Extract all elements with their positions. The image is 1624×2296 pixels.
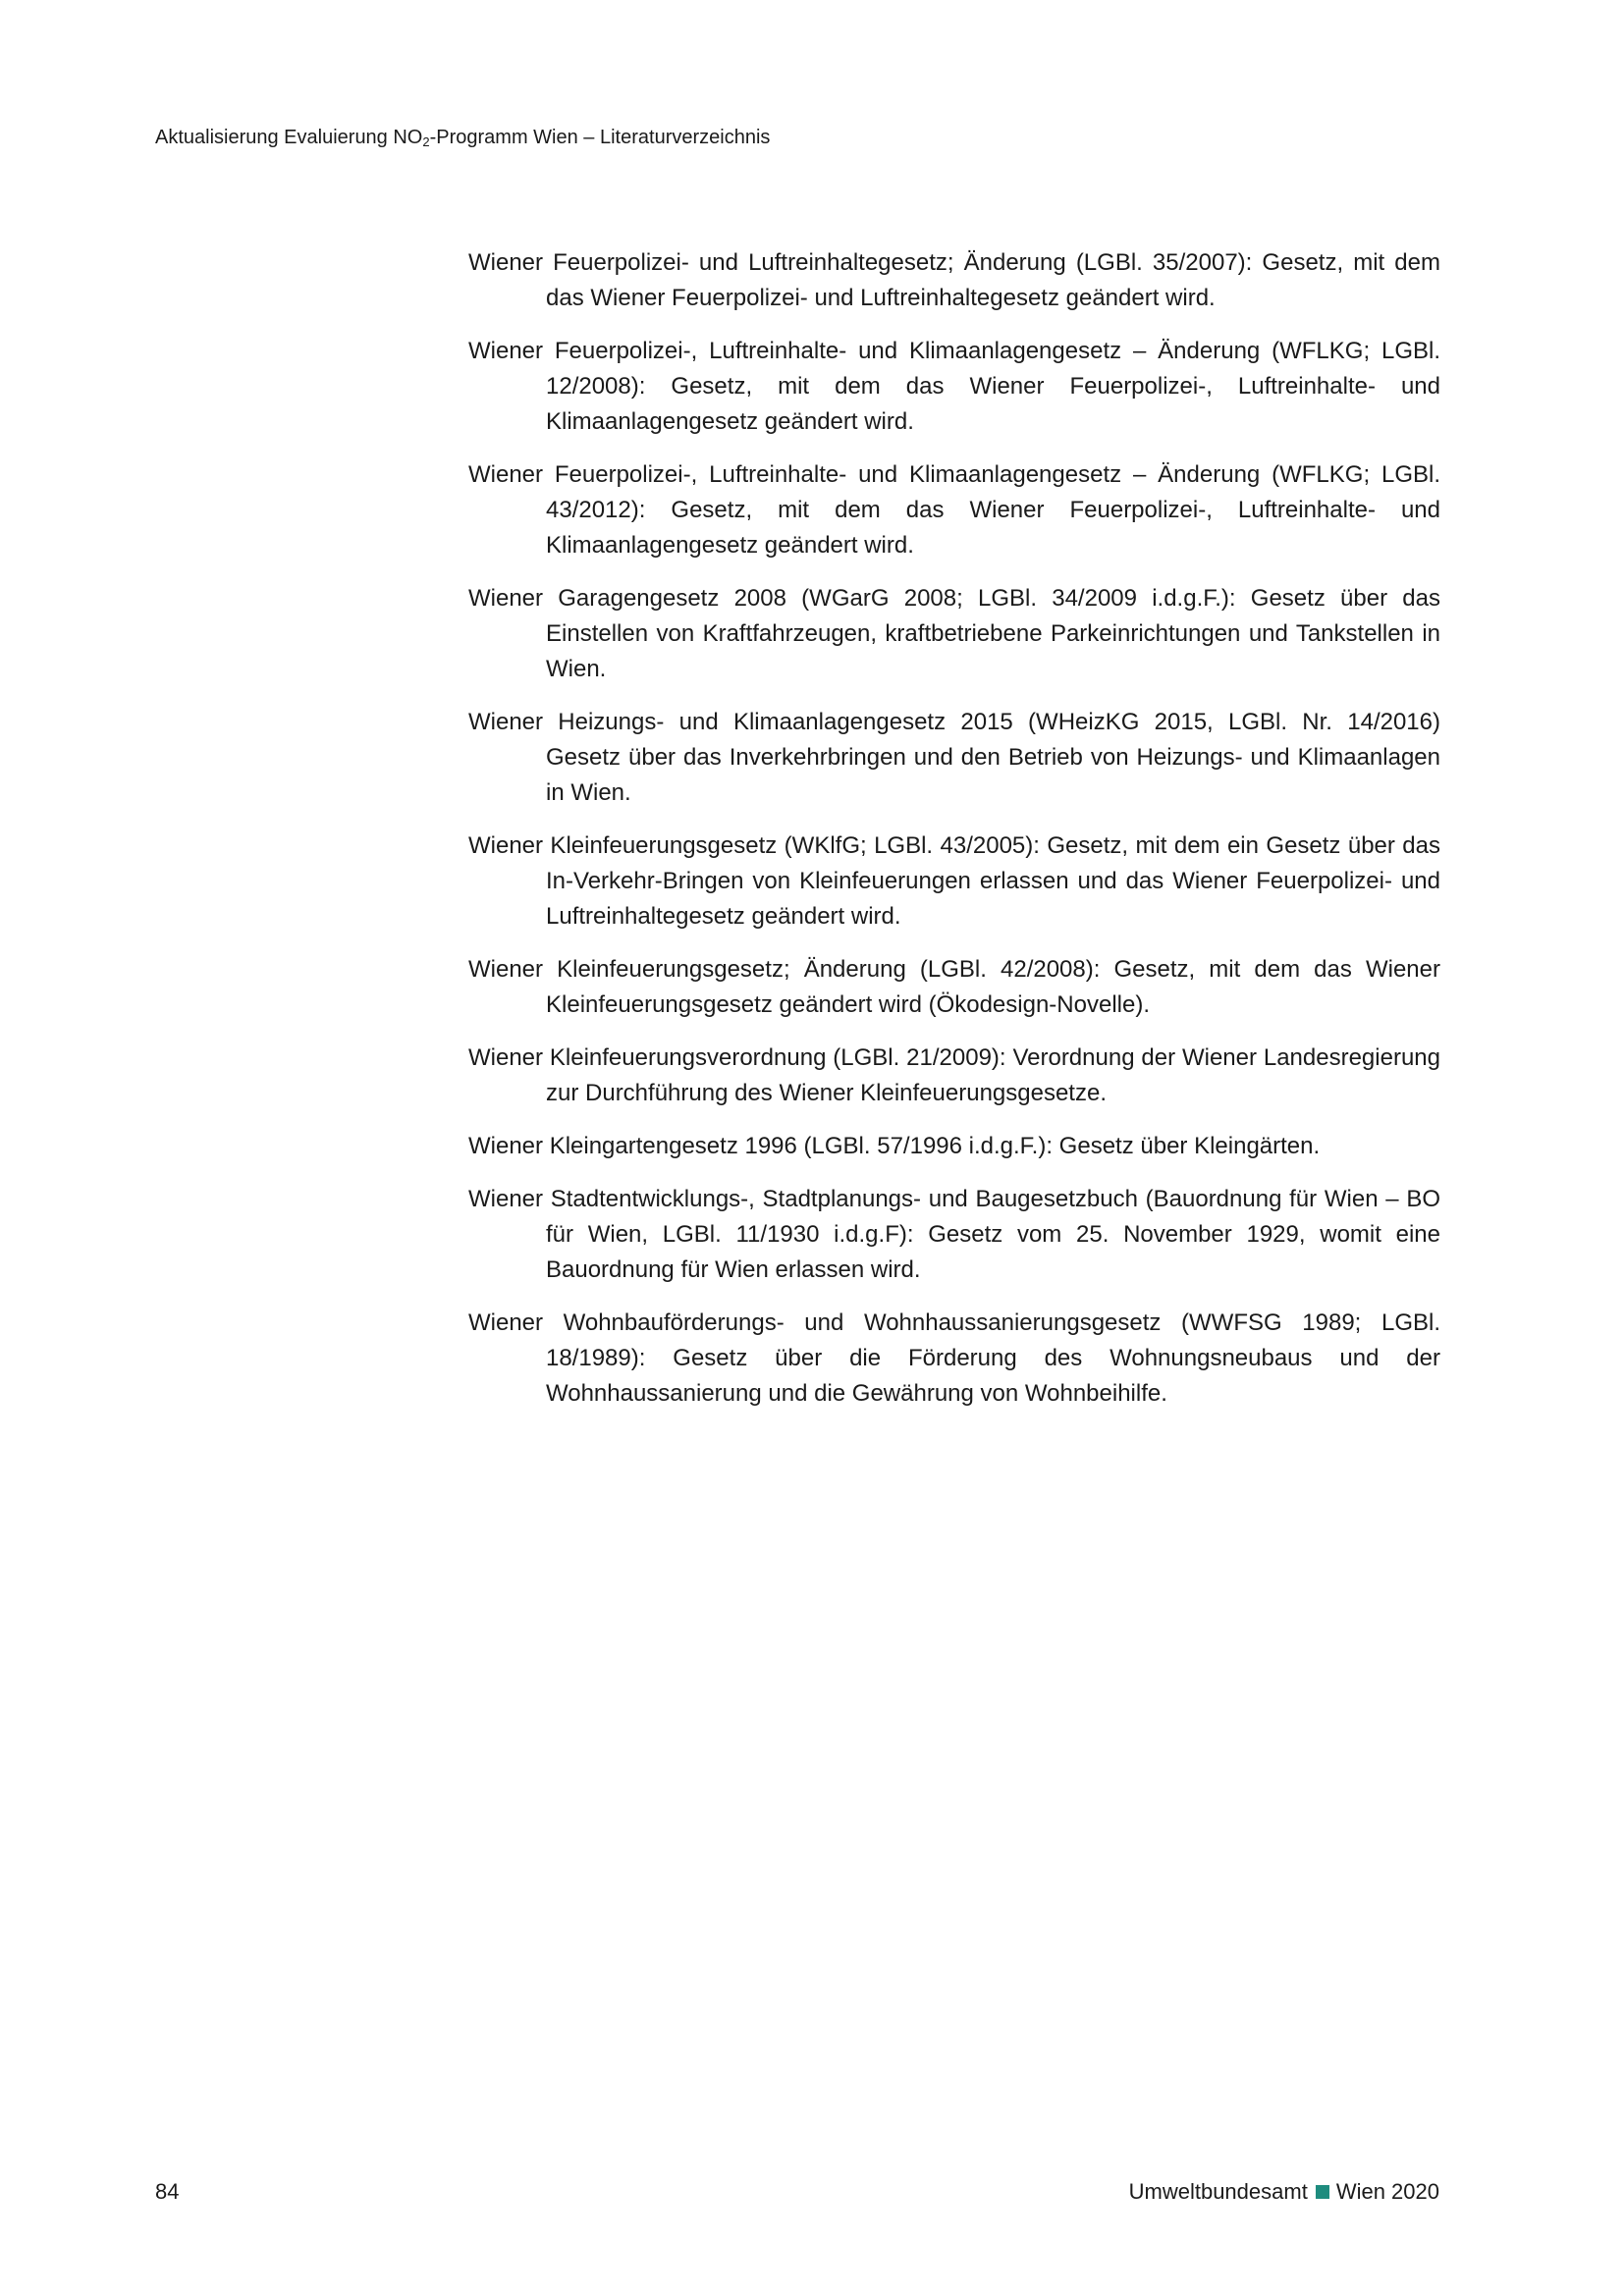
reference-entry: Wiener Garagengesetz 2008 (WGarG 2008; LGBl. 34/2009 i.d.g.F.): Gesetz über das Einstellen von Kraftfahrzeugen, kraftbetriebene Parkeinrichtungen und Tankstellen in Wien. xyxy=(468,585,1440,682)
reference-entry: Wiener Feuerpolizei-, Luftreinhalte- und Klimaanlagengesetz – Änderung (WFLKG; LGBl. 43/2012): Gesetz, mit dem das Wiener Feuerpolizei-, Luftreinhalte- und Klimaanlagengesetz geändert wird. xyxy=(468,461,1440,559)
reference-entry: Wiener Heizungs- und Klimaanlagengesetz 2015 (WHeizKG 2015, LGBl. Nr. 14/2016) Gesetz über das Inverkehrbringen und den Betrieb von Heizungs- und Klimaanlagen in Wien. xyxy=(468,709,1440,806)
reference-entry: Wiener Stadtentwicklungs-, Stadtplanungs- und Baugesetzbuch (Bauordnung für Wien – BO für Wien, LGBl. 11/1930 i.d.g.F): Gesetz vom 25. November 1929, womit eine Bauordnung für Wien erlassen wird. xyxy=(468,1186,1440,1283)
footer-city-year: Wien 2020 xyxy=(1335,2179,1439,2204)
header-suffix: -Programm Wien – Literaturverzeichnis xyxy=(429,127,771,148)
reference-entry: Wiener Wohnbauförderungs- und Wohnhaussanierungsgesetz (WWFSG 1989; LGBl. 18/1989): Gesetz über die Förderung des Wohnungsneubaus und der Wohnhaussanierung und die Gewährung von Wohnbeihilfe. xyxy=(468,1309,1440,1407)
reference-entry: Wiener Kleinfeuerungsgesetz; Änderung (LGBl. 42/2008): Gesetz, mit dem das Wiener Kleinfeuerungsgesetz geändert wird (Ökodesign-Novelle). xyxy=(468,956,1440,1018)
header-prefix: Aktualisierung Evaluierung NO xyxy=(155,127,423,148)
running-header xyxy=(155,124,770,151)
footer-imprint xyxy=(1129,2177,1439,2207)
header-subscript: 2 xyxy=(422,134,430,149)
reference-entry: Wiener Kleinfeuerungsgesetz (WKlfG; LGBl. 43/2005): Gesetz, mit dem ein Gesetz über das In-Verkehr-Bringen von Kleinfeuerungen erlassen und das Wiener Feuerpolizei- und Luftreinhaltegesetz geändert wird. xyxy=(468,832,1440,930)
reference-entry: Wiener Feuerpolizei-, Luftreinhalte- und Klimaanlagengesetz – Änderung (WFLKG; LGBl. 12/2008): Gesetz, mit dem das Wiener Feuerpolizei-, Luftreinhalte- und Klimaanlagengesetz geändert wird. xyxy=(468,338,1440,435)
reference-list xyxy=(468,245,1440,1429)
square-bullet-icon xyxy=(1316,2185,1329,2199)
reference-entry: Wiener Kleinfeuerungsverordnung (LGBl. 21/2009): Verordnung der Wiener Landesregierung zur Durchführung des Wiener Kleinfeuerungsgesetze. xyxy=(468,1044,1440,1106)
reference-entry: Wiener Kleingartengesetz 1996 (LGBl. 57/1996 i.d.g.F.): Gesetz über Kleingärten. xyxy=(468,1133,1321,1159)
page-number: 84 xyxy=(155,2179,180,2204)
footer-publisher: Umweltbundesamt xyxy=(1128,2179,1308,2204)
reference-entry: Wiener Feuerpolizei- und Luftreinhaltegesetz; Änderung (LGBl. 35/2007): Gesetz, mit dem das Wiener Feuerpolizei- und Luftreinhaltegesetz geändert wird. xyxy=(468,249,1440,311)
